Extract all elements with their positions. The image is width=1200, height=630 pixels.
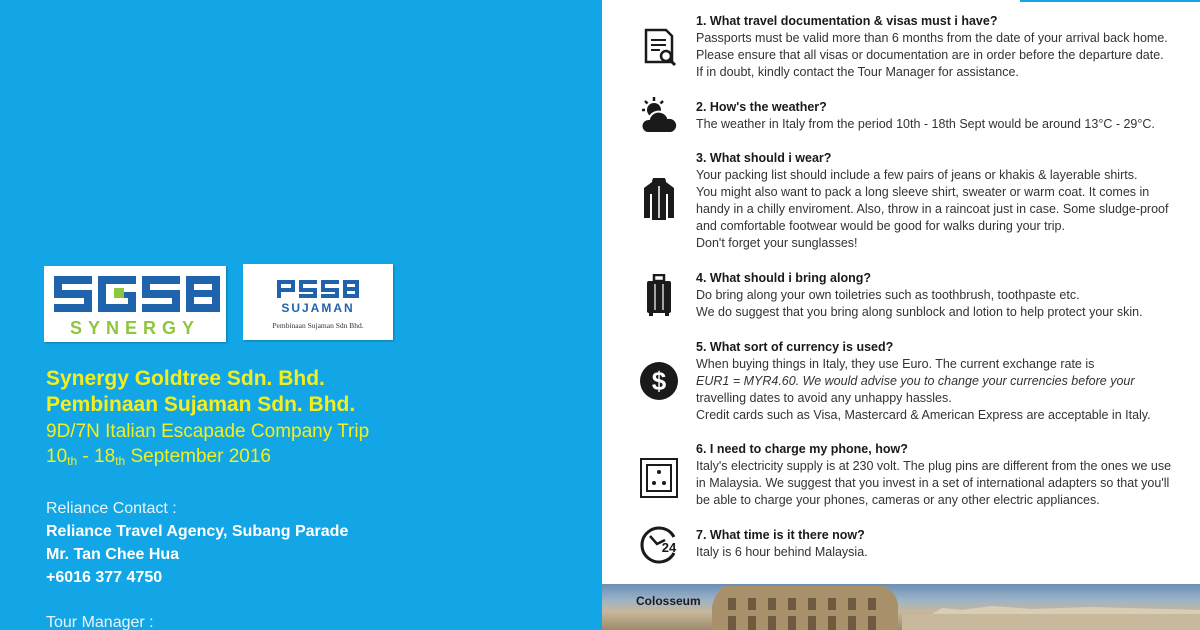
power-socket-icon — [638, 457, 680, 499]
trip-title: 9D/7N Italian Escapade Company Trip — [46, 421, 370, 442]
jacket-icon — [638, 178, 680, 220]
faq-question: 2. How's the weather? — [696, 100, 827, 114]
faq-item-6 — [696, 441, 1186, 509]
tour-manager-label: Tour Manager : — [46, 614, 154, 630]
faq-item-4 — [696, 270, 1186, 321]
sujaman-logo-sub: Pembinaan Sujaman Sdn Bhd. — [272, 321, 364, 330]
faq-answer-line: handy in a chilly enviroment. Also, throw in a raincoat just in case. Some sludge-proof — [696, 202, 1169, 216]
faq-question: 3. What should i wear? — [696, 151, 832, 165]
contact-phone: +6016 377 4750 — [46, 569, 163, 586]
faq-question: 4. What should i bring along? — [696, 271, 871, 285]
contact-agency: Reliance Travel Agency, Subang Parade — [46, 523, 349, 540]
faq-answer-line: in Malaysia. We suggest that you invest in a set of international adapters so that you'll — [696, 476, 1170, 490]
sujaman-logo-text: SUJAMAN — [281, 301, 355, 315]
faq-question: 6. I need to charge my phone, how? — [696, 442, 908, 456]
contact-person: Mr. Tan Chee Hua — [46, 546, 180, 563]
faq-answer-line: Passports must be valid more than 6 months from the date of your arrival back home. — [696, 31, 1168, 45]
svg-text:$: $ — [651, 366, 667, 396]
company-name-2: Pembinaan Sujaman Sdn. Bhd. — [46, 393, 356, 416]
faq-item-5 — [696, 339, 1186, 424]
faq-answer-line: Don't forget your sunglasses! — [696, 236, 858, 250]
svg-text:24: 24 — [661, 540, 677, 555]
contact-label: Reliance Contact : — [46, 500, 177, 517]
synergy-logo-text: SYNERGY — [69, 318, 201, 338]
faq-answer-line: Italy's electricity supply is at 230 volt. The plug pins are different from the ones we use — [696, 459, 1172, 473]
sujaman-logo — [243, 264, 393, 340]
faq-question: 5. What sort of currency is used? — [696, 340, 894, 354]
faq-answer-line: Your packing list should include a few pairs of jeans or khakis & layerable shirts. — [696, 168, 1138, 182]
faq-answer-line: Credit cards such as Visa, Mastercard & American Express are acceptable in Italy. — [696, 408, 1151, 422]
faq-answer-line: When buying things in Italy, they use Euro. The current exchange rate is — [696, 357, 1095, 371]
faq-answer-line: You might also want to pack a long sleeve shirt, sweater or warm coat. It comes in — [696, 185, 1150, 199]
faq-answer-line: The weather in Italy from the period 10th - 18th Sept would be around 13°C - 29°C. — [696, 117, 1155, 131]
faq-item-1 — [696, 13, 1186, 81]
faq-question: 1. What travel documentation & visas must i have? — [696, 14, 998, 28]
company-name-1: Synergy Goldtree Sdn. Bhd. — [46, 367, 325, 390]
faq-item-2 — [696, 99, 1186, 133]
faq-answer-line: be able to charge your phones, cameras or any other electric appliances. — [696, 493, 1100, 507]
luggage-icon — [638, 274, 680, 316]
faq-question: 7. What time is it there now? — [696, 528, 865, 542]
document-search-icon — [638, 26, 680, 68]
weather-icon — [638, 95, 680, 137]
faq-answer-line: We do suggest that you bring along sunblock and lotion to help protect your skin. — [696, 305, 1143, 319]
faq-answer-line: Italy is 6 hour behind Malaysia. — [696, 545, 868, 559]
faq-item-3 — [696, 150, 1186, 252]
synergy-logo — [44, 266, 226, 342]
photo-label: Colosseum — [636, 594, 701, 608]
clock-24-icon — [638, 523, 680, 565]
trip-dates: $10_{th} - 18_{th}$ September 2016 — [46, 446, 271, 468]
faq-answer-line: and comfortable footwear would be good for walks during your trip. — [696, 219, 1065, 233]
faq-answer-line: Do bring along your own toiletries such as toothbrush, toothpaste etc. — [696, 288, 1080, 302]
faq-item-7 — [696, 527, 1186, 561]
colosseum-photo — [602, 584, 1200, 630]
faq-answer-line: Please ensure that all visas or documentation are in order before the departure date. — [696, 48, 1164, 62]
faq-answer-line: travelling dates to avoid any unhappy hassles. — [696, 391, 952, 405]
top-accent-bar — [1020, 0, 1200, 2]
faq-panel — [602, 0, 1200, 630]
faq-answer-line: EUR1 = MYR4.60. We would advise you to change your currencies before your — [696, 374, 1135, 388]
dollar-icon — [638, 361, 680, 403]
faq-answer-line: If in doubt, kindly contact the Tour Manager for assistance. — [696, 65, 1019, 79]
